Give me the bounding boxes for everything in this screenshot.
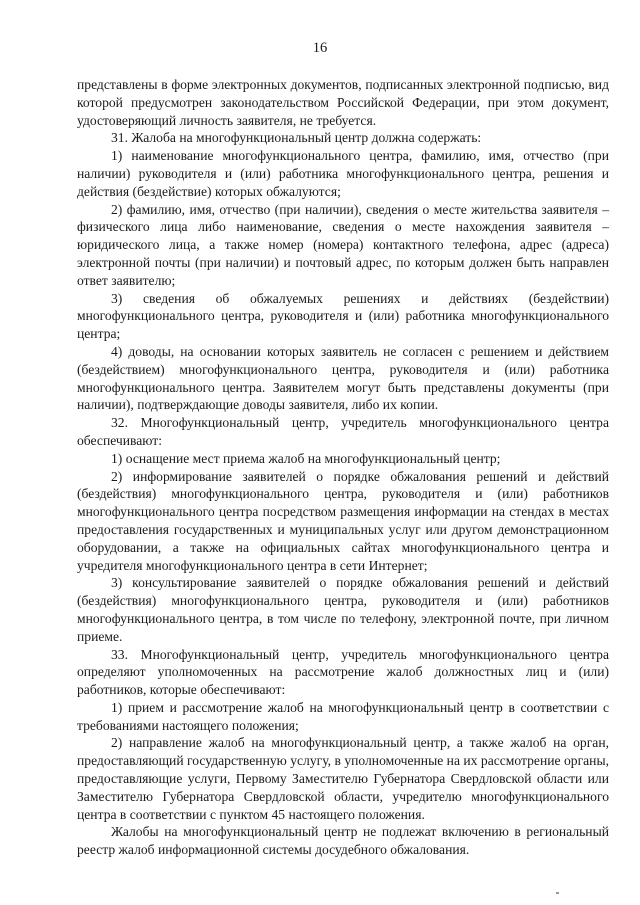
paragraph-32-item-3: 3) консультирование заявителей о порядке обжалования решений и действий (бездействия) многофункционального центра, руководителя и (или) работников многофункционального центра, в том числе по телефону, электронной почте, при личном приеме. [77, 575, 609, 644]
paragraph-32-item-2: 2) информирование заявителей о порядке обжалования решений и действий (бездействия) многофункционального центра, руководителя и (или) работников многофункционального центра посредством размещения информации на стендах в местах предоставления государственных и муниципальных услуг или другом демонстрационном оборудовании, а также на официальных сайтах многофункционального центра и учредителя многофункционального центра в сети Интернет; [77, 468, 609, 573]
paragraph-33-item-2: 2) направление жалоб на многофункциональный центр, а также жалоб на орган, предоставляющий государственную услугу, в уполномоченные на их рассмотрение органы, предоставляющие услуги, Первому Заместителю Губернатора Свердловской области или Заместителю Губернатора Свердловской области, учредителю многофункционального центра в соответствии с пунктом 45 настоящего положения. [77, 735, 609, 822]
document-body [77, 76, 609, 859]
paragraph-31-item-1: 1) наименование многофункционального центра, фамилию, имя, отчество (при наличии) руководителя и (или) работника многофункционального центра, решения и действия (бездействие) которых обжалуются; [77, 148, 609, 199]
paragraph-31-item-2: 2) фамилию, имя, отчество (при наличии), сведения о месте жительства заявителя – физического лица либо наименование, сведения о месте нахождения заявителя – юридического лица, а также номер (номера) контактного телефона, адрес (адреса) электронной почты (при наличии) и почтовый адрес, по которым должен быть направлен ответ заявителю; [77, 201, 609, 288]
page-number: 16 [312, 40, 328, 56]
scan-speck [556, 892, 559, 894]
paragraph-31-item-3: 3) сведения об обжалуемых решениях и действиях (бездействии) многофункционального центра, руководителя и (или) работника многофункционального центра; [77, 290, 609, 342]
paragraph-33-heading: 33. Многофункциональный центр, учредитель многофункционального центра определяют уполномоченных на рассмотрение жалоб должностных лиц и (или) работников, которые обеспечивают: [77, 646, 609, 698]
paragraph-closing: Жалобы на многофункциональный центр не подлежат включению в региональный реестр жалоб информационной системы досудебного обжалования. [77, 824, 609, 858]
paragraph-33-item-1: 1) прием и рассмотрение жалоб на многофункциональный центр в соответствии с требованиями настоящего положения; [77, 699, 609, 733]
paragraph-31-item-4: 4) доводы, на основании которых заявитель не согласен с решением и действием (бездействием) многофункционального центра, руководителя и (или) работника многофункционального центра. Заявителем могут быть представлены документы (при наличии), подтверждающие доводы заявителя, либо их копии. [77, 343, 609, 413]
paragraph-32-item-1: 1) оснащение мест приема жалоб на многофункциональный центр; [111, 450, 501, 466]
paragraph-31-heading: 31. Жалоба на многофункциональный центр должна содержать: [111, 130, 482, 146]
paragraph-32-heading: 32. Многофункциональный центр, учредитель многофункционального центра обеспечивают: [77, 415, 609, 448]
paragraph-continuation: представлены в форме электронных документов, подписанных электронной подписью, вид которой предусмотрен законодательством Российской Федерации, при этом документ, удостоверяющий личность заявителя, не требуется. [77, 77, 609, 128]
